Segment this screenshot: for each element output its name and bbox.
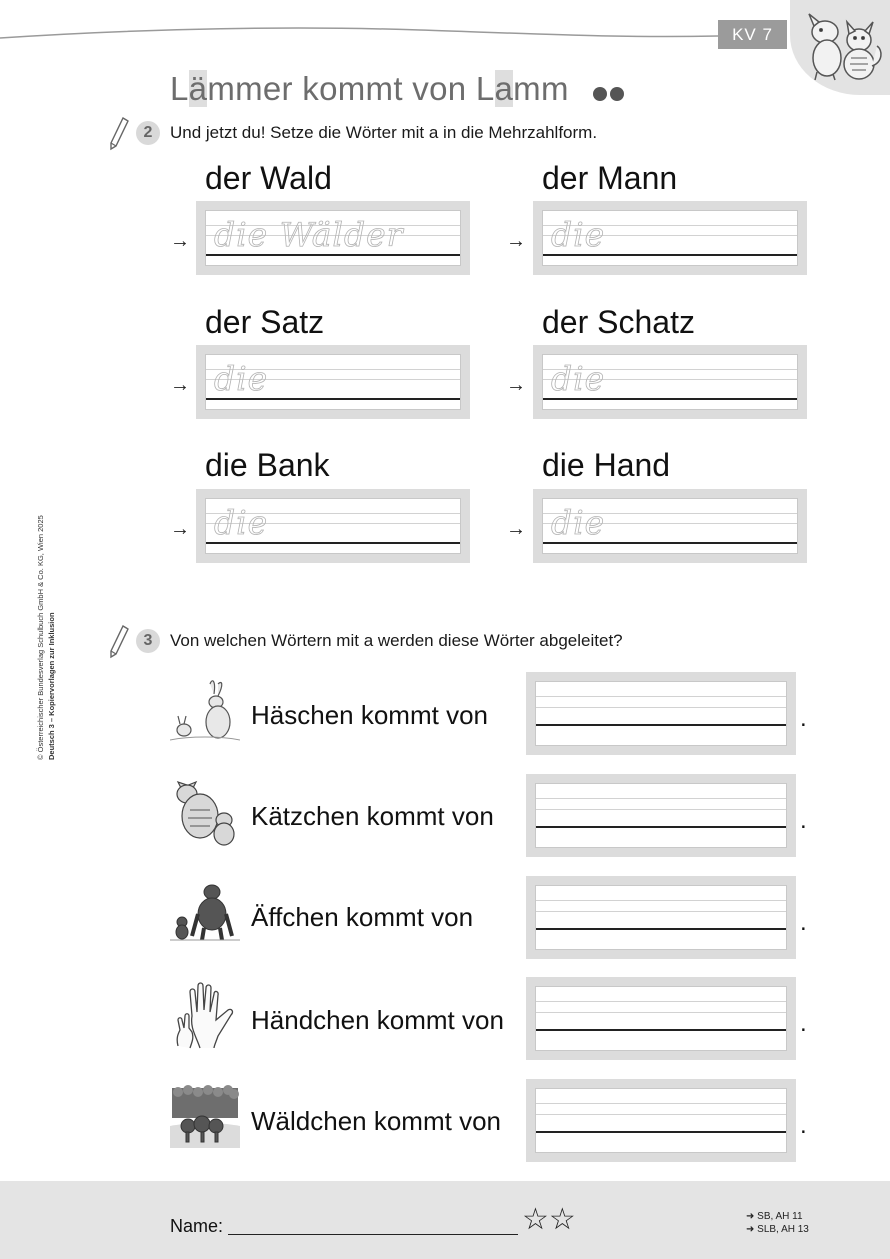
sentence-period: .	[800, 705, 807, 732]
root-word-answer-field[interactable]	[526, 876, 796, 959]
pencil-icon	[108, 116, 130, 152]
task-3-instruction: Von welchen Wörtern mit a werden diese Wörter abgeleitet?	[170, 631, 623, 650]
plural-answer-field[interactable]	[533, 345, 807, 419]
copyright-line: © Österreichischer Bundesverlag Schulbuch GmbH & Co. KG, Wien 2025	[36, 515, 45, 760]
singular-word: der Satz	[205, 304, 325, 340]
derived-word-phrase: Wäldchen kommt von	[251, 1106, 501, 1136]
root-word-answer-field[interactable]	[526, 1079, 796, 1162]
arrow-right-icon: →	[506, 230, 526, 252]
sentence-period: .	[800, 909, 807, 936]
task-number-3: 3	[136, 629, 160, 653]
singular-word: die Bank	[205, 447, 330, 483]
dog-cat-icon	[797, 6, 885, 82]
singular-word: der Schatz	[542, 304, 695, 340]
singular-word: der Mann	[542, 160, 678, 196]
difficulty-dot	[593, 87, 607, 101]
book-title-line: Deutsch 3 – Kopiervorlagen zur Inklusion	[47, 612, 56, 760]
derived-word-phrase: Kätzchen kommt von	[251, 801, 494, 831]
forest-icon	[170, 1082, 240, 1152]
page-title: Lämmer kommt von Lamm	[170, 70, 569, 107]
pencil-icon	[108, 624, 130, 660]
trace-hint: die	[214, 503, 269, 542]
arrow-right-icon: →	[170, 230, 190, 252]
trace-hint: die	[551, 503, 606, 542]
reference-sb: ➜ SB, AH 11	[746, 1211, 803, 1222]
trace-hint: die	[551, 359, 606, 398]
worksheet-badge: KV 7	[718, 20, 787, 49]
root-word-answer-field[interactable]	[526, 977, 796, 1060]
task-2-instruction: Und jetzt du! Setze die Wörter mit a in die Mehrzahlform.	[170, 123, 598, 142]
reference-slb: ➜ SLB, AH 13	[746, 1224, 809, 1235]
singular-word: die Hand	[542, 447, 671, 483]
plural-answer-field[interactable]	[533, 201, 807, 275]
plural-answer-field[interactable]	[196, 201, 470, 275]
root-word-answer-field[interactable]	[526, 774, 796, 857]
hands-icon	[170, 980, 240, 1050]
difficulty-dot	[610, 87, 624, 101]
sentence-period: .	[800, 1112, 807, 1139]
task-number-2: 2	[136, 121, 160, 145]
sentence-period: .	[800, 1010, 807, 1037]
derived-word-phrase: Händchen kommt von	[251, 1005, 504, 1035]
trace-hint: die	[551, 215, 606, 254]
plural-answer-field[interactable]	[533, 489, 807, 563]
apes-icon	[170, 878, 240, 948]
cats-icon	[170, 776, 240, 846]
rabbits-icon	[170, 678, 240, 748]
arrow-right-icon: →	[506, 374, 526, 396]
plural-answer-field[interactable]	[196, 489, 470, 563]
copyright-credit	[35, 515, 57, 760]
singular-word: der Wald	[205, 160, 332, 196]
arrow-right-icon: →	[506, 518, 526, 540]
derived-word-phrase: Äffchen kommt von	[251, 902, 474, 932]
arrow-right-icon: →	[170, 518, 190, 540]
derived-word-phrase: Häschen kommt von	[251, 700, 488, 730]
trace-hint: die Wälder	[214, 215, 404, 254]
arrow-right-icon: →	[170, 374, 190, 396]
book-references	[746, 1210, 809, 1236]
name-label: Name:	[170, 1216, 224, 1236]
name-input-line[interactable]	[228, 1234, 518, 1235]
difficulty-dots	[593, 87, 627, 106]
rating-stars[interactable]: ☆☆	[522, 1203, 576, 1236]
trace-hint: die	[214, 359, 269, 398]
plural-answer-field[interactable]	[196, 345, 470, 419]
sentence-period: .	[800, 807, 807, 834]
root-word-answer-field[interactable]	[526, 672, 796, 755]
